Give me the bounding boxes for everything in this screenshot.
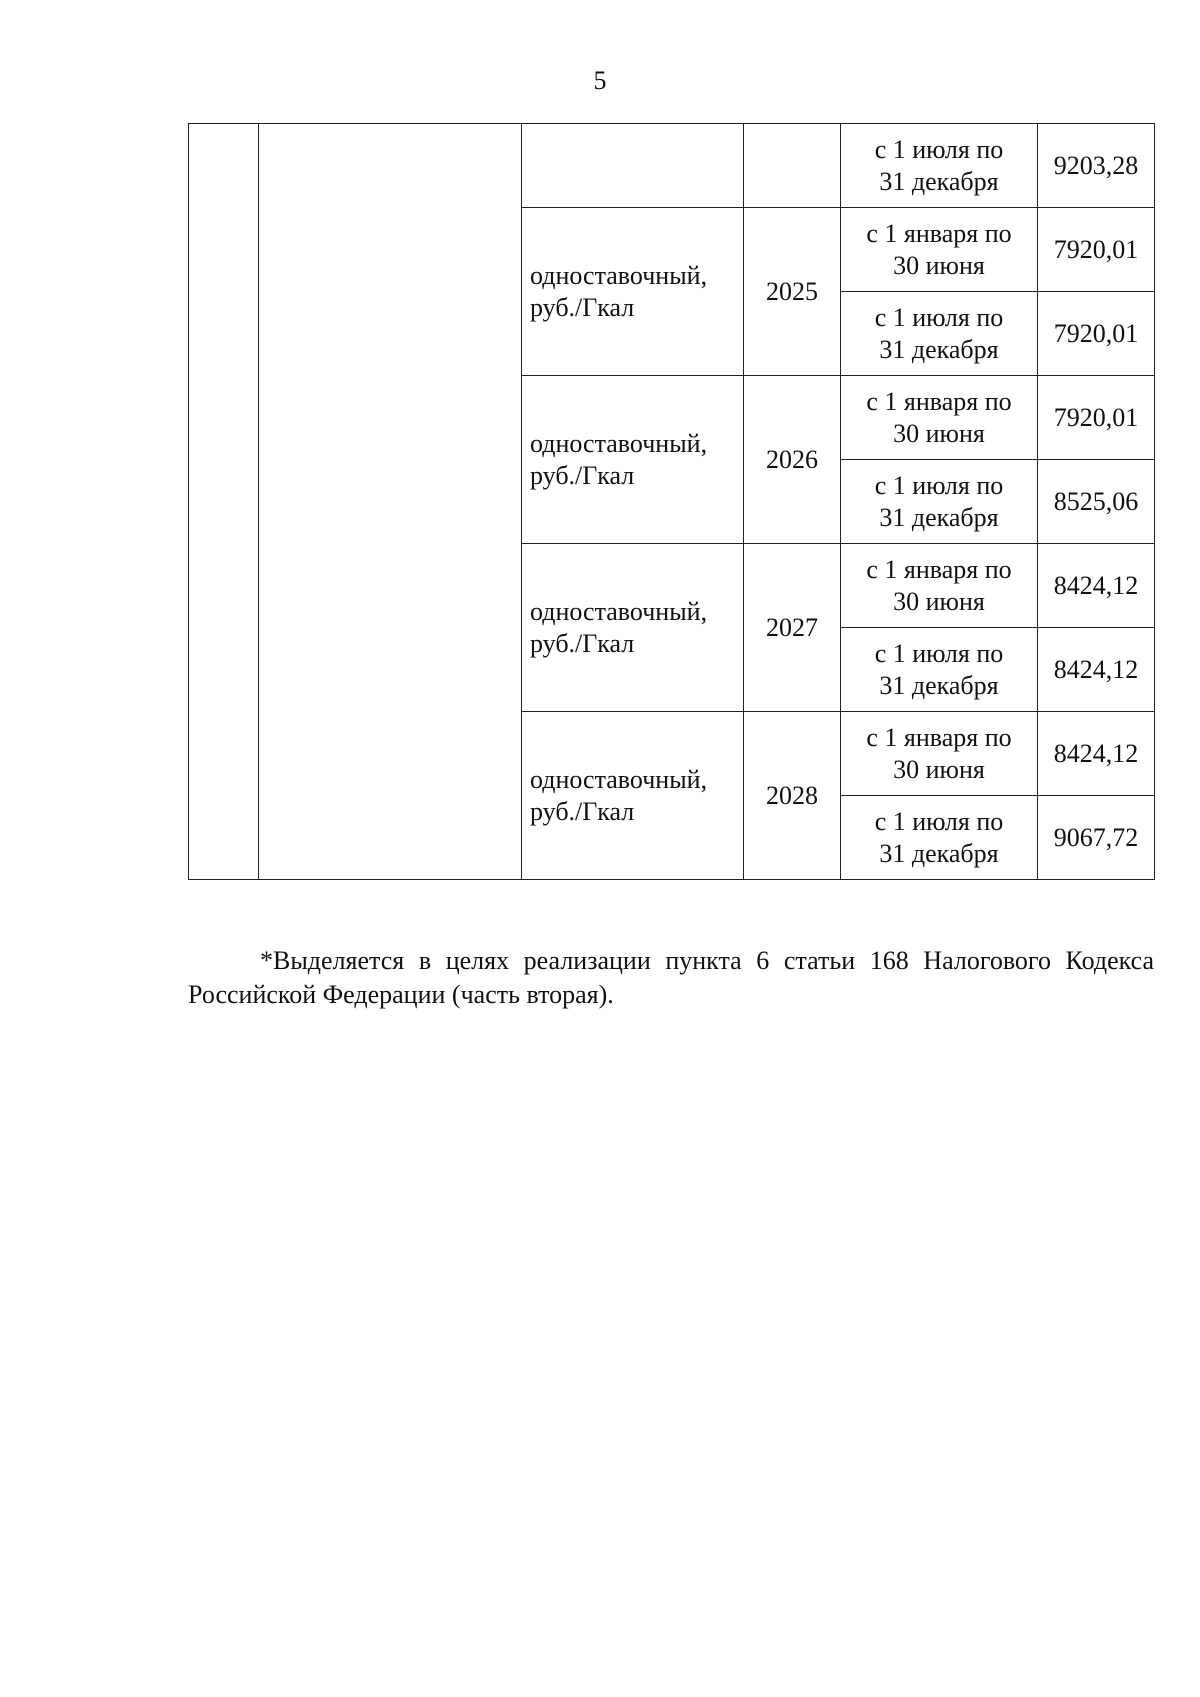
period-line: с 1 июля по xyxy=(874,806,1004,836)
table-cell-period xyxy=(841,628,1038,712)
tariff-table xyxy=(188,123,1155,880)
period-line: 30 июня xyxy=(893,586,985,616)
table-cell-value: 8525,06 xyxy=(1038,460,1155,544)
table-cell-period xyxy=(841,796,1038,880)
type-line: одноставочный, xyxy=(530,596,708,626)
table-cell-period xyxy=(841,124,1038,208)
footnote: *Выделяется в целях реализации пункта 6 статьи 168 Налогового Кодекса Российской Федерации (часть вторая). xyxy=(188,946,1154,1009)
table-cell-value: 7920,01 xyxy=(1038,292,1155,376)
type-line: одноставочный, xyxy=(530,764,708,794)
period-line: с 1 января по xyxy=(866,722,1012,752)
table-cell-value: 8424,12 xyxy=(1038,544,1155,628)
table-cell-period xyxy=(841,544,1038,628)
period-line: с 1 января по xyxy=(866,386,1012,416)
table-cell-type xyxy=(522,376,744,544)
table-cell-type xyxy=(522,712,744,880)
type-line: руб./Гкал xyxy=(530,292,635,322)
period-line: с 1 июля по xyxy=(874,638,1004,668)
period-line: 31 декабря xyxy=(879,334,999,364)
table-row xyxy=(189,124,1155,208)
table-cell-value: 7920,01 xyxy=(1038,208,1155,292)
period-line: с 1 июля по xyxy=(874,134,1004,164)
table-cell-value: 8424,12 xyxy=(1038,628,1155,712)
table-cell-year: 2027 xyxy=(744,544,841,712)
table-cell-year: 2028 xyxy=(744,712,841,880)
type-line: одноставочный, xyxy=(530,260,708,290)
period-line: 30 июня xyxy=(893,754,985,784)
table-cell-period xyxy=(841,292,1038,376)
table-cell-value: 9203,28 xyxy=(1038,124,1155,208)
table-cell-type xyxy=(522,544,744,712)
table-cell-type xyxy=(522,208,744,376)
period-line: 31 декабря xyxy=(879,670,999,700)
type-line: одноставочный, xyxy=(530,428,708,458)
table-cell-name xyxy=(259,124,522,880)
type-line: руб./Гкал xyxy=(530,460,635,490)
table-cell-type xyxy=(522,124,744,208)
table-cell-period xyxy=(841,460,1038,544)
period-line: 31 декабря xyxy=(879,166,999,196)
period-line: с 1 января по xyxy=(866,554,1012,584)
table-cell-number xyxy=(189,124,259,880)
period-line: с 1 июля по xyxy=(874,302,1004,332)
period-line: 31 декабря xyxy=(879,838,999,868)
table-cell-value: 9067,72 xyxy=(1038,796,1155,880)
table-cell-value: 7920,01 xyxy=(1038,376,1155,460)
period-line: 31 декабря xyxy=(879,502,999,532)
type-line: руб./Гкал xyxy=(530,796,635,826)
table-cell-year: 2026 xyxy=(744,376,841,544)
table-cell-year: 2025 xyxy=(744,208,841,376)
period-line: 30 июня xyxy=(893,250,985,280)
table-cell-period xyxy=(841,712,1038,796)
period-line: с 1 июля по xyxy=(874,470,1004,500)
table-cell-period xyxy=(841,376,1038,460)
page-number: 5 xyxy=(593,66,607,95)
period-line: 30 июня xyxy=(893,418,985,448)
table-cell-value: 8424,12 xyxy=(1038,712,1155,796)
table-cell-year xyxy=(744,124,841,208)
period-line: с 1 января по xyxy=(866,218,1012,248)
table-cell-period xyxy=(841,208,1038,292)
type-line: руб./Гкал xyxy=(530,628,635,658)
